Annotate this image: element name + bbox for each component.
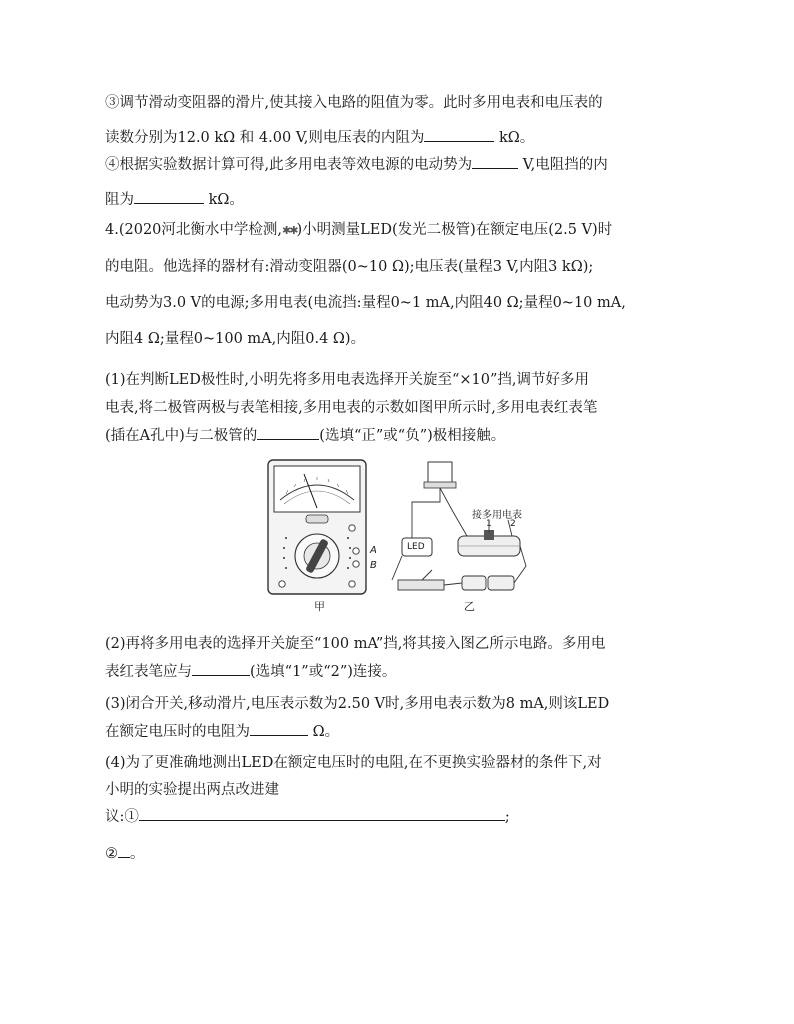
- step-3-paragraph: [105, 86, 705, 156]
- figure-label-connect-meter: 接多用电表: [472, 510, 522, 521]
- answer-blank-led-resistance[interactable]: [250, 720, 308, 736]
- subquestion-4-line-1: (4)为了更准确地测出LED在额定电压时的电阻,在不更换实验器材的条件下,对: [105, 755, 602, 771]
- subquestion-3: [105, 690, 705, 746]
- answer-blank-voltmeter-resistance[interactable]: [424, 126, 494, 142]
- step-3-line-2: 读数分别为12.0 kΩ 和 4.00 V,则电压表的内阻为 kΩ。: [105, 121, 705, 156]
- subquestion-4-line-3: 议:① ;: [105, 804, 705, 831]
- question-4-line-1: 4.(2020河北衡水中学检测,✱✱)小明测量LED(发光二极管)在额定电压(2.5 V)时: [105, 222, 613, 238]
- question-4-line-3: 电动势为3.0 V的电源;多用电表(电流挡:量程0~1 mA,内阻40 Ω;量程0~10 mA,: [105, 295, 626, 311]
- answer-blank-suggestion-1[interactable]: [139, 805, 505, 821]
- step-3-line-1: ③调节滑动变阻器的滑片,使其接入电路的阻值为零。此时多用电表和电压表的: [105, 95, 603, 111]
- experiment-figure: [262, 456, 532, 616]
- question-4-line-4: 内阻4 Ω;量程0~100 mA,内阻0.4 Ω)。: [105, 331, 366, 347]
- subquestion-4-line-4: ② 。: [105, 841, 705, 868]
- subquestion-4: [105, 750, 705, 868]
- answer-blank-suggestion-2[interactable]: [118, 842, 130, 858]
- subquestion-3-line-1: (3)闭合开关,移动滑片,电压表示数为2.50 V时,多用电表示数为8 mA,则该LED: [105, 696, 610, 712]
- figure-label-yi: 乙: [464, 600, 475, 613]
- question-4-line-2: 的电阻。他选择的器材有:滑动变阻器(0~10 Ω);电压表(量程3 V,内阻3 kΩ);: [105, 259, 594, 275]
- multimeter-illustration: [268, 460, 366, 594]
- answer-blank-internal-resistance[interactable]: [134, 188, 204, 204]
- subquestion-2-line-2: 表红表笔应与 (选填“1”或“2”)连接。: [105, 658, 705, 686]
- subquestion-2-line-1: (2)再将多用电表的选择开关旋至“100 mA”挡,将其接入图乙所示电路。多用电: [105, 636, 606, 652]
- figure-illustration: [262, 456, 532, 616]
- subquestion-1-line-3: (插在A孔中)与二极管的 (选填“正”或“负”)极相接触。: [105, 422, 705, 450]
- subquestion-1-line-1: (1)在判断LED极性时,小明先将多用电表选择开关旋至“×10”挡,调节好多用: [105, 372, 590, 388]
- question-4-stem: [105, 212, 705, 357]
- figure-label-a: A: [370, 545, 377, 556]
- difficulty-star-icon: ✱✱: [282, 224, 297, 237]
- step-4-line-2: 阻为 kΩ。: [105, 183, 705, 218]
- subquestion-1-line-2: 电表,将二极管两极与表笔相接,多用电表的示数如图甲所示时,多用电表红表笔: [105, 400, 598, 416]
- subquestion-2: [105, 630, 705, 686]
- answer-blank-terminal[interactable]: [192, 660, 250, 676]
- answer-blank-polarity[interactable]: [257, 424, 319, 440]
- figure-label-terminal-2: 2: [510, 519, 516, 529]
- figure-label-b: B: [370, 560, 377, 571]
- figure-label-terminal-1: 1: [486, 519, 492, 529]
- figure-label-led: LED: [407, 542, 425, 552]
- step-4-paragraph: [105, 148, 705, 218]
- subquestion-3-line-2: 在额定电压时的电阻为 Ω。: [105, 718, 705, 746]
- answer-blank-emf[interactable]: [472, 153, 518, 169]
- subquestion-4-line-2: 小明的实验提出两点改进建: [105, 782, 279, 798]
- circuit-illustration: [392, 462, 526, 590]
- figure-label-jia: 甲: [314, 600, 325, 613]
- step-4-line-1: ④根据实验数据计算可得,此多用电表等效电源的电动势为 V,电阻挡的内: [105, 148, 705, 183]
- subquestion-1: [105, 366, 705, 450]
